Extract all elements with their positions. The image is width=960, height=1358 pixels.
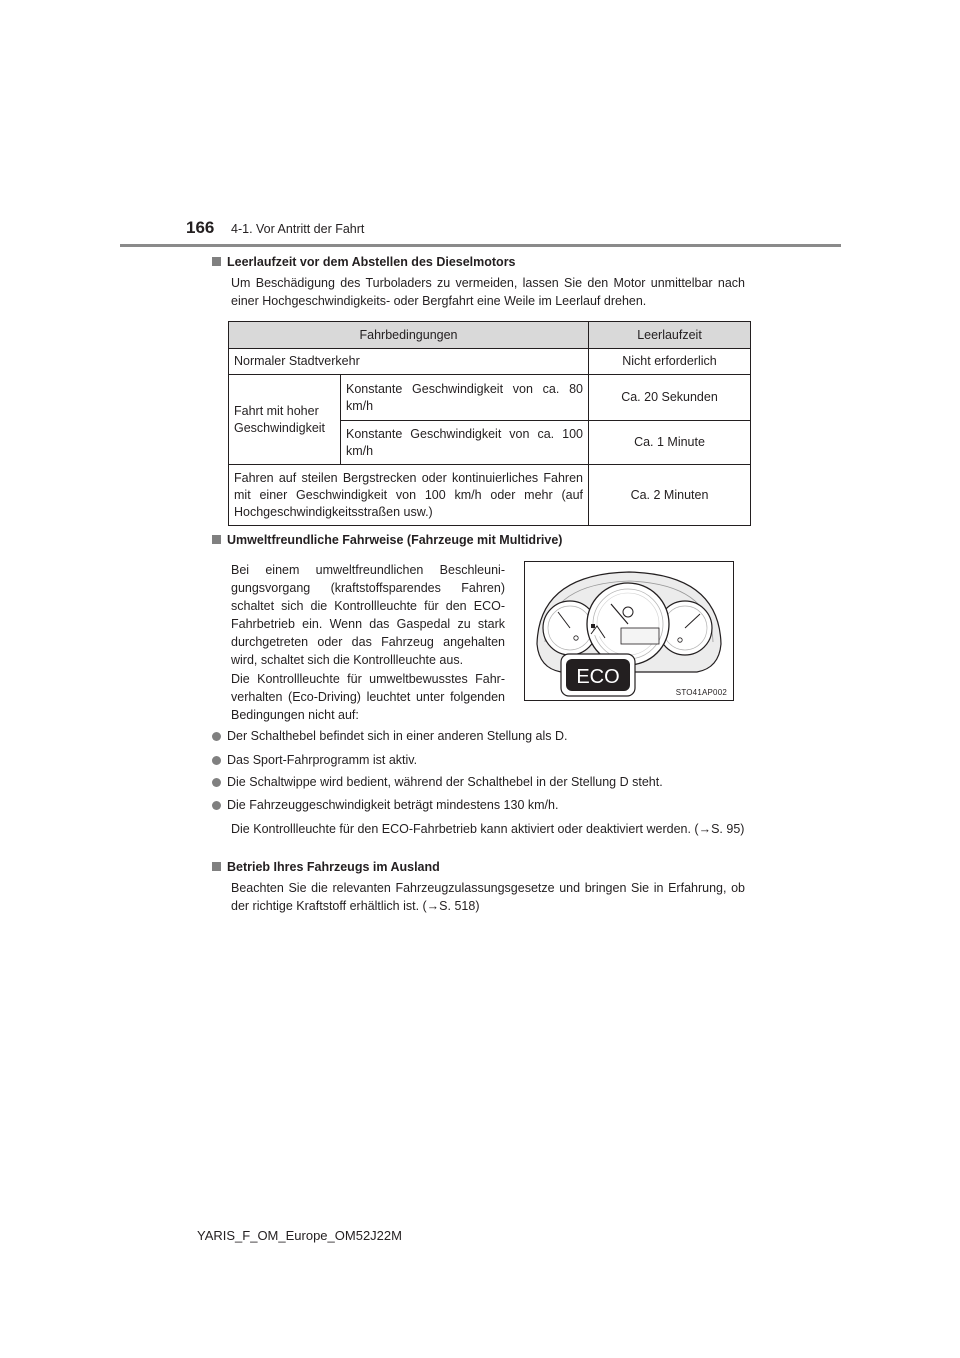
square-bullet-icon	[212, 257, 221, 266]
list-item	[212, 798, 558, 812]
page-number: 166	[186, 218, 215, 237]
table-row	[229, 465, 751, 526]
section-body-abroad: Beachten Sie die relevanten Fahrzeugzulassungsgesetze und bringen Sie in Erfahrung, ob der richtige Kraftstoff erhältlich ist. (→S. 518)	[231, 881, 745, 913]
table-cell-time: Ca. 2 Minuten	[589, 465, 751, 526]
section-heading-idle	[212, 255, 516, 269]
table-header-idle-time: Leerlaufzeit	[589, 322, 751, 349]
list-item	[212, 729, 568, 743]
list-item-text: Das Sport-Fahrprogramm ist aktiv.	[227, 753, 418, 767]
square-bullet-icon	[212, 535, 221, 544]
instrument-cluster-figure	[524, 561, 734, 701]
table-cell-time: Nicht erforderlich	[589, 349, 751, 375]
table-cell-time: Ca. 1 Minute	[589, 421, 751, 465]
eco-indicator-label: ECO	[576, 666, 620, 688]
section-heading-eco-text: Umweltfreundliche Fahrweise (Fahrzeuge mit Multidrive)	[227, 533, 563, 547]
chapter-title: 4-1. Vor Antritt der Fahrt	[231, 222, 365, 236]
table-header-conditions: Fahrbedingungen	[229, 322, 589, 349]
eco-paragraph-1: Bei einem umweltfreundlichen Beschleunigungsvorgang (kraftstoffsparendes Fahren) schaltet sich die Kontrollleuchte für den ECO-Fahrbetrieb ein. Wenn das Gaspedal zu stark durchgetreten oder das Fahrzeug angehalten wird, schaltet sich die Kontrollleuchte aus.	[231, 563, 505, 667]
section-body-idle: Um Beschädigung des Turboladers zu vermeiden, lassen Sie den Motor unmittelbar nach einer Hochgeschwindigkeits- oder Bergfahrt eine Weile im Leerlauf drehen.	[231, 276, 745, 308]
eco-paragraph-2: Die Kontrollleuchte für umweltbewusstes Fahrverhalten (Eco-Driving) leuchtet unter folgenden Bedingungen nicht auf:	[231, 672, 505, 722]
table-cell-condition: Fahren auf steilen Bergstrecken oder kontinuierliches Fahren mit einer Geschwindigkeit von 100 km/h oder mehr (auf Hochgeschwindigkeitsstraßen usw.)	[229, 465, 589, 526]
square-bullet-icon	[212, 862, 221, 871]
circle-bullet-icon	[212, 756, 221, 765]
table-cell-condition: Normaler Stadtverkehr	[229, 349, 589, 375]
idle-time-table	[228, 321, 750, 526]
table-cell-time: Ca. 20 Sekunden	[589, 375, 751, 421]
table-row	[229, 349, 751, 375]
list-item-text: Die Fahrzeuggeschwindigkeit beträgt mindestens 130 km/h.	[227, 798, 559, 812]
table-cell-condition: Konstante Geschwindigkeit von ca. 80 km/h	[341, 375, 589, 421]
section-heading-eco	[212, 533, 562, 547]
list-item	[212, 775, 663, 789]
section-heading-abroad-text: Betrieb Ihres Fahrzeugs im Ausland	[227, 860, 440, 874]
circle-bullet-icon	[212, 801, 221, 810]
list-item-text: Die Schaltwippe wird bedient, während der Schalthebel in der Stellung D steht.	[227, 775, 663, 789]
header-rule	[120, 244, 841, 247]
instrument-cluster-illustration	[525, 562, 733, 700]
table-cell-condition: Konstante Geschwindigkeit von ca. 100 km/h	[341, 421, 589, 465]
list-item	[212, 753, 417, 767]
table-header-row	[229, 322, 751, 349]
table-row	[229, 375, 751, 421]
list-item-text: Der Schalthebel befindet sich in einer anderen Stellung als D.	[227, 729, 568, 743]
section-heading-abroad	[212, 860, 440, 874]
section-heading-idle-text: Leerlaufzeit vor dem Abstellen des Dieselmotors	[227, 255, 516, 269]
document-code: YARIS_F_OM_Europe_OM52J22M	[197, 1228, 402, 1243]
circle-bullet-icon	[212, 732, 221, 741]
table-cell-group-label: Fahrt mit hoher Geschwindigkeit	[229, 375, 341, 465]
eco-closing-paragraph: Die Kontrollleuchte für den ECO-Fahrbetrieb kann aktiviert oder deaktiviert werden. (→S. 95)	[231, 822, 745, 836]
circle-bullet-icon	[212, 778, 221, 787]
figure-code: STO41AP002	[675, 688, 727, 697]
